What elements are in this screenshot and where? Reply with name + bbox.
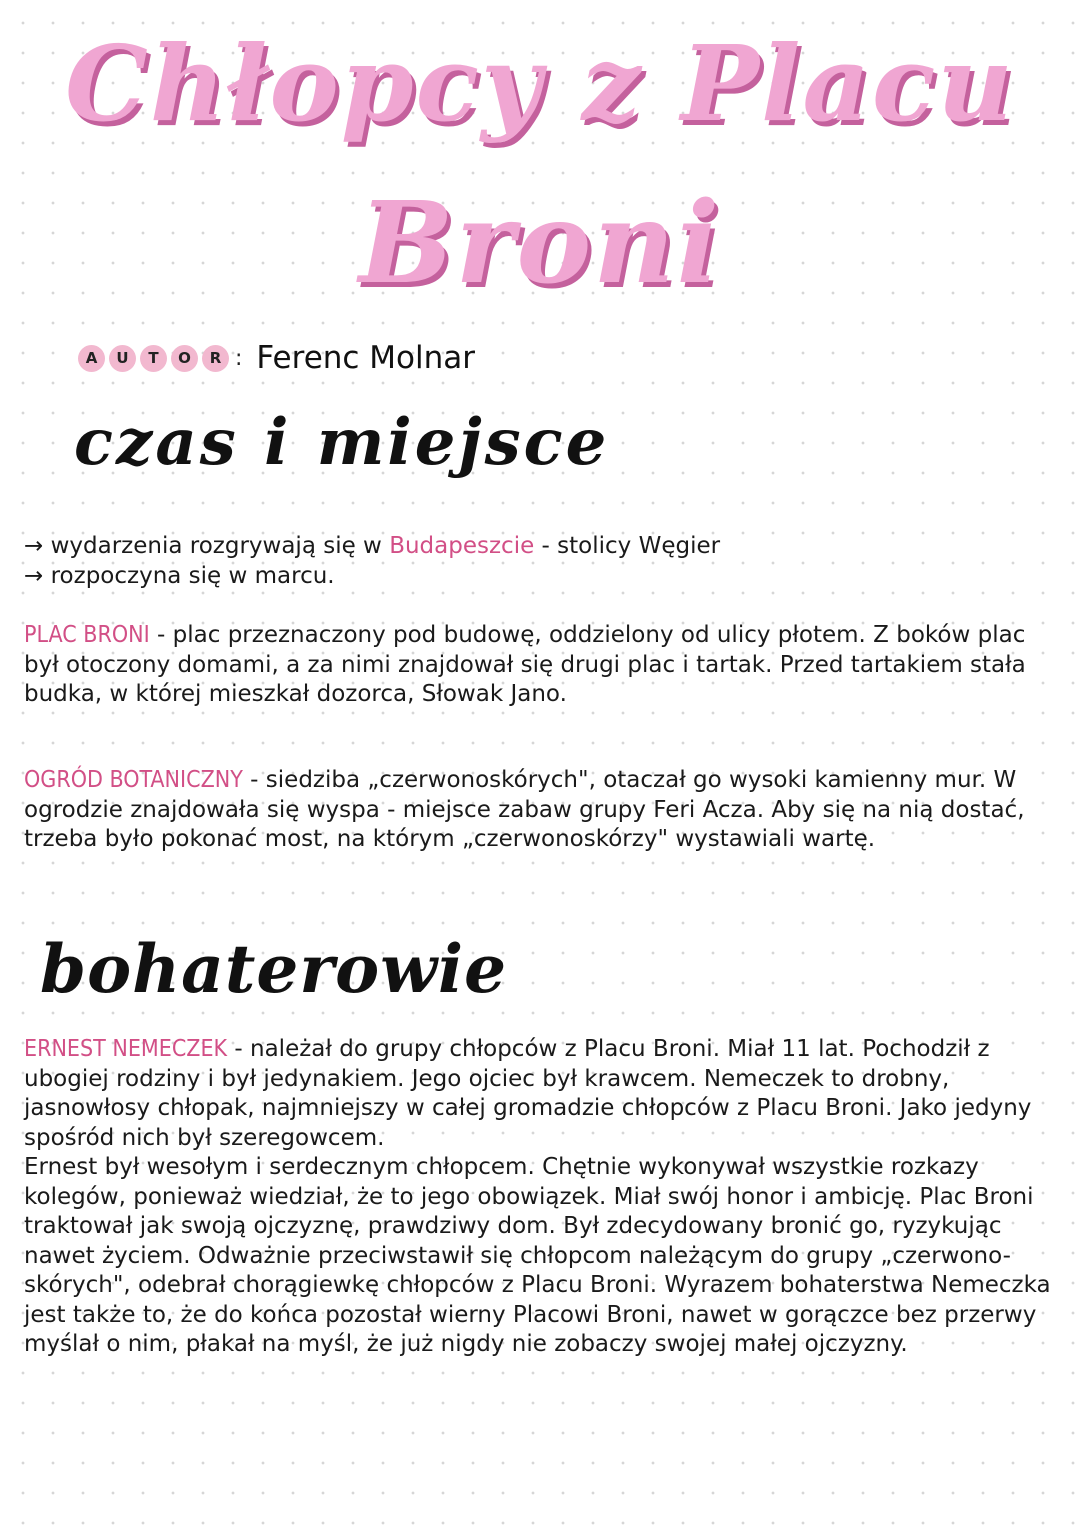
ernest-paragraph-1 <box>24 1035 1054 1153</box>
bullet-text: - stolicy Węgier <box>534 533 721 559</box>
bullet-item <box>24 532 1054 562</box>
bullet-text: wydarzenia rozgrywają się w <box>50 533 390 559</box>
author-letter: O <box>171 345 198 372</box>
author-colon: : <box>235 345 243 371</box>
ernest-paragraph-2: Ernest był wesołym i serdecznym chłopcem. Chętnie wykonywał wszystkie rozkazy kolegów, ponieważ wiedział, że to jego obowiązek. Miał swój honor i ambicję. Plac Broni traktował jak swoją ojczyznę, prawdziwy dom. Był zdecydowany bronić go, ryzykując nawet życiem. Odważnie przeciwstawił się chłopcom należącym do grupy „czerwono-skórych", odebrał chorągiewkę chłopców z Placu Broni. Wyrazem bohaterstwa Nemeczka jest także to, że do końca pozostał wierny Placowi Broni, nawet w gorączce bez przerwy myślał o nim, płakał na myśl, że już nigdy nie zobaczy swojej małej ojczyzny. <box>24 1154 1051 1357</box>
term-plac-broni: PLAC BRONI <box>24 622 150 648</box>
author-letter: T <box>140 345 167 372</box>
author-label <box>78 345 229 372</box>
setting-bullets <box>24 532 1054 591</box>
author-letter: A <box>78 345 105 372</box>
author-letter: R <box>202 345 229 372</box>
author-row <box>78 340 475 376</box>
ogrod-botaniczny-paragraph <box>24 766 1054 855</box>
ernest-nemeczek-paragraph <box>24 1035 1054 1360</box>
ernest-text-1: - należał do grupy chłopców z Placu Broni. Miał 11 lat. Pochodził z ubogiej rodziny i był jedynakiem. Jego ojciec był krawcem. Nemeczek to drobny, jasnowłosy chłopak, najmniejszy w całej gromadzie chłopców z Placu Broni. Jako jedyny spośród nich był szeregowcem. <box>24 1036 1032 1151</box>
plac-broni-paragraph <box>24 621 1054 710</box>
bullet-item <box>24 562 1054 592</box>
page-title-line-1: Chłopcy z Placu <box>65 22 1015 145</box>
plac-broni-text: - plac przeznaczony pod budowę, oddzielony od ulicy płotem. Z boków plac był otoczony domami, a za nimi znajdował się drugi plac i tartak. Przed tartakiem stała budka, w której mieszkał dozorca, Słowak Jano. <box>24 622 1026 707</box>
bullet-highlight: Budapeszcie <box>389 533 535 559</box>
page-title-line-2: Broni <box>358 178 722 309</box>
author-name: Ferenc Molnar <box>256 340 476 376</box>
arrow-icon: → <box>24 533 44 559</box>
author-letter: U <box>109 345 136 372</box>
heading-time-place: czas i miejsce <box>74 405 610 480</box>
bullet-text: rozpoczyna się w marcu. <box>50 562 335 589</box>
ogrod-botaniczny-text: - siedziba „czerwonoskórych", otaczał go wysoki kamienny mur. W ogrodzie znajdowała się wyspa - miejsce zabaw grupy Feri Acza. Aby się na nią dostać, trzeba było pokonać most, na którym „czerwonoskórzy" wystawiali wartę. <box>24 767 1025 852</box>
heading-heroes: bohaterowie <box>40 930 508 1008</box>
arrow-icon: → <box>24 562 44 589</box>
term-ogrod-botaniczny: OGRÓD BOTANICZNY <box>24 767 243 793</box>
term-ernest-nemeczek: ERNEST NEMECZEK <box>24 1036 228 1062</box>
